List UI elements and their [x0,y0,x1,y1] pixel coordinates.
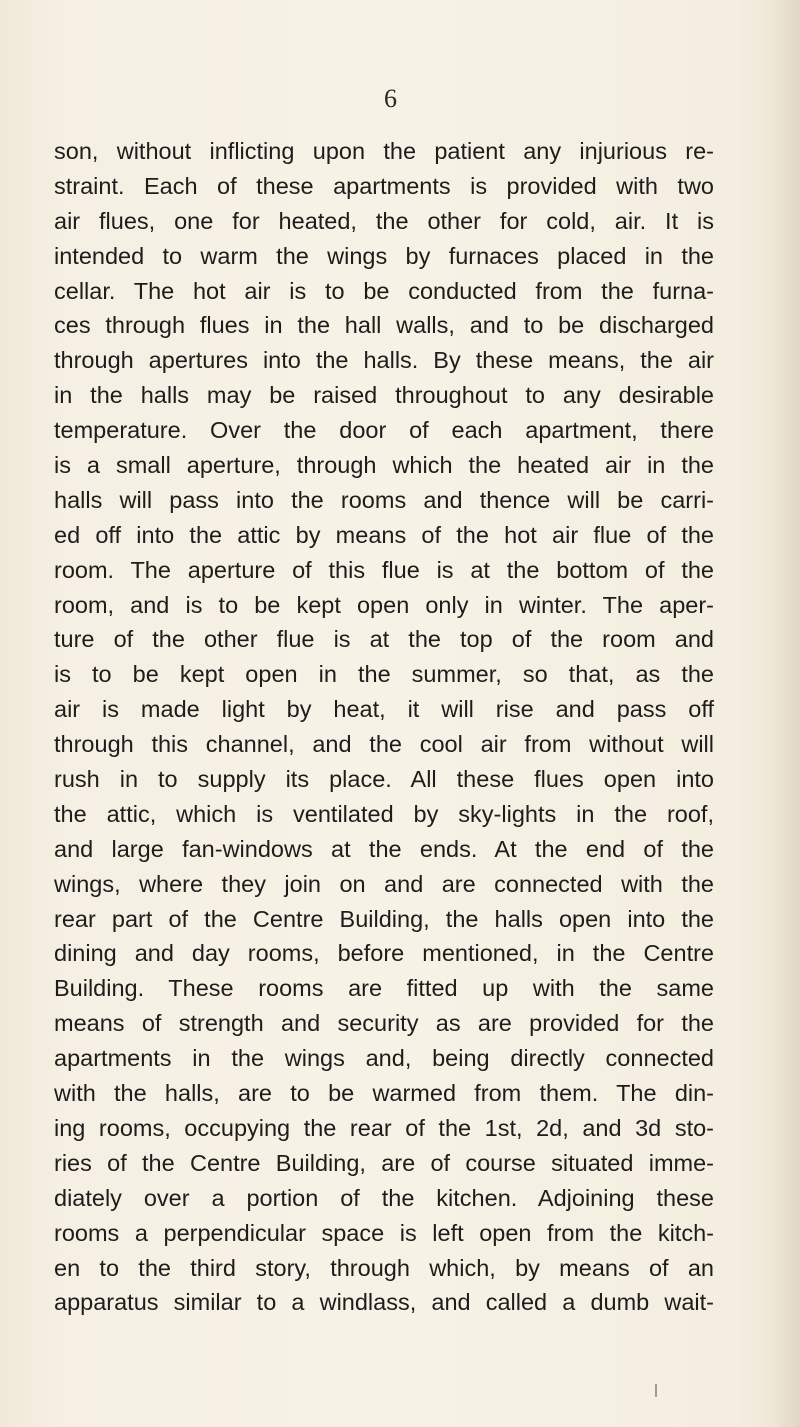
text-line: the attic, which is ventilated by sky-lights in the roof, [54,800,714,827]
page-edge-shadow [772,0,800,1427]
text-line: ture of the other flue is at the top of the room and [54,626,714,653]
text-line: apparatus similar to a windlass, and called a dumb wait- [54,1289,714,1316]
text-line: en to the third story, through which, by means of an [54,1254,714,1281]
body-text [54,134,714,1320]
text-line: Building. These rooms are fitted up with the same [54,975,714,1002]
text-line: room. The aperture of this flue is at the bottom of the [54,556,714,583]
text-line: intended to warm the wings by furnaces placed in the [54,242,714,269]
text-line: and large fan-windows at the ends. At the end of the [54,835,714,862]
text-line: through this channel, and the cool air from without will [54,731,714,758]
text-line: with the halls, are to be warmed from them. The din- [54,1080,714,1107]
text-line: is to be kept open in the summer, so that, as the [54,661,714,688]
text-line: in the halls may be raised throughout to any desirable [54,382,714,409]
text-line: rush in to supply its place. All these flues open into [54,766,714,793]
text-line: room, and is to be kept open only in winter. The aper- [54,591,714,618]
text-line: air flues, one for heated, the other for cold, air. It is [54,207,714,234]
page-number: 6 [384,84,397,113]
text-line: wings, where they join on and are connected with the [54,870,714,897]
text-line: rear part of the Centre Building, the halls open into the [54,905,714,932]
text-line: dining and day rooms, before mentioned, in the Centre [54,940,714,967]
text-line: through apertures into the halls. By these means, the air [54,347,714,374]
text-line: ing rooms, occupying the rear of the 1st, 2d, and 3d sto- [54,1114,714,1141]
text-line: ces through flues in the hall walls, and to be discharged [54,312,714,339]
ink-speck [655,1384,657,1397]
text-line: straint. Each of these apartments is provided with two [54,172,714,199]
text-line: air is made light by heat, it will rise and pass off [54,696,714,723]
text-line: is a small aperture, through which the heated air in the [54,452,714,479]
text-line: halls will pass into the rooms and thence will be carri- [54,486,714,513]
text-line: temperature. Over the door of each apartment, there [54,417,714,444]
text-line: apartments in the wings and, being directly connected [54,1045,714,1072]
text-line: rooms a perpendicular space is left open from the kitch- [54,1219,714,1246]
text-line: diately over a portion of the kitchen. Adjoining these [54,1184,714,1211]
text-line: ries of the Centre Building, are of course situated imme- [54,1149,714,1176]
text-line: cellar. The hot air is to be conducted from the furna- [54,277,714,304]
text-line: son, without inflicting upon the patient any injurious re- [54,138,714,164]
text-line: means of strength and security as are provided for the [54,1010,714,1037]
text-line: ed off into the attic by means of the hot air flue of the [54,521,714,548]
